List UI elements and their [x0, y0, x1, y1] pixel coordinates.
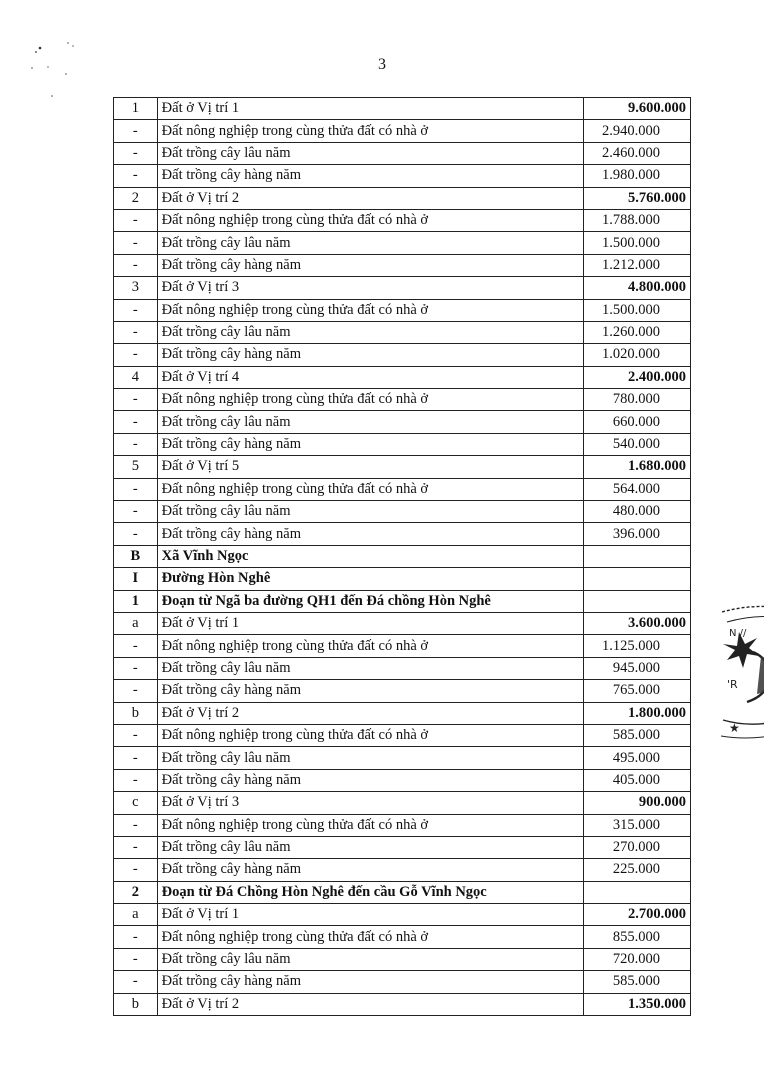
table-row — [114, 836, 691, 858]
table-row — [114, 590, 691, 612]
table-row — [114, 993, 691, 1015]
price-value: 2.460.000 — [584, 142, 691, 164]
price-value: 480.000 — [584, 501, 691, 523]
table-row — [114, 254, 691, 276]
row-number: a — [114, 904, 158, 926]
table-row — [114, 277, 691, 299]
row-number: - — [114, 836, 158, 858]
land-type: Đất ở Vị trí 1 — [157, 98, 584, 120]
row-number: B — [114, 545, 158, 567]
price-value: 900.000 — [584, 792, 691, 814]
price-value: 720.000 — [584, 948, 691, 970]
table-row — [114, 657, 691, 679]
land-type: Đất nông nghiệp trong cùng thửa đất có nhà ở — [157, 478, 584, 500]
price-value: 780.000 — [584, 389, 691, 411]
land-type: Đất ở Vị trí 2 — [157, 702, 584, 724]
price-value: 1.800.000 — [584, 702, 691, 724]
row-number: - — [114, 635, 158, 657]
land-type: Đất trồng cây hàng năm — [157, 680, 584, 702]
price-value: 1.350.000 — [584, 993, 691, 1015]
row-number: - — [114, 501, 158, 523]
price-value: 1.260.000 — [584, 321, 691, 343]
land-type: Đất nông nghiệp trong cùng thửa đất có nhà ở — [157, 299, 584, 321]
row-number: - — [114, 769, 158, 791]
price-value: 1.020.000 — [584, 344, 691, 366]
price-value: 2.940.000 — [584, 120, 691, 142]
table-row — [114, 904, 691, 926]
row-number: - — [114, 859, 158, 881]
land-type: Đất trồng cây lâu năm — [157, 321, 584, 343]
row-number: 3 — [114, 277, 158, 299]
land-type: Đất nông nghiệp trong cùng thửa đất có nhà ở — [157, 814, 584, 836]
price-value: 1.500.000 — [584, 299, 691, 321]
row-number: - — [114, 299, 158, 321]
land-type: Đất ở Vị trí 3 — [157, 277, 584, 299]
table-row — [114, 926, 691, 948]
land-price-table — [113, 97, 691, 1016]
row-number: - — [114, 680, 158, 702]
price-value: 396.000 — [584, 523, 691, 545]
price-value — [584, 545, 691, 567]
table-row — [114, 545, 691, 567]
price-value: 405.000 — [584, 769, 691, 791]
row-number: - — [114, 344, 158, 366]
price-value: 4.800.000 — [584, 277, 691, 299]
row-number: 1 — [114, 590, 158, 612]
table-row — [114, 187, 691, 209]
land-type: Đất nông nghiệp trong cùng thửa đất có nhà ở — [157, 635, 584, 657]
row-number: - — [114, 411, 158, 433]
row-number: - — [114, 523, 158, 545]
land-type: Đất trồng cây hàng năm — [157, 769, 584, 791]
official-seal-fragment — [717, 604, 764, 744]
land-type: Đất trồng cây lâu năm — [157, 501, 584, 523]
row-number: - — [114, 724, 158, 746]
price-value: 225.000 — [584, 859, 691, 881]
row-number: - — [114, 948, 158, 970]
table-row — [114, 98, 691, 120]
price-value: 5.760.000 — [584, 187, 691, 209]
land-type: Đường Hòn Nghê — [157, 568, 584, 590]
table-row — [114, 366, 691, 388]
table-row — [114, 948, 691, 970]
land-type: Đất ở Vị trí 4 — [157, 366, 584, 388]
price-value: 1.500.000 — [584, 232, 691, 254]
table-row — [114, 881, 691, 903]
row-number: - — [114, 657, 158, 679]
land-type: Đất ở Vị trí 3 — [157, 792, 584, 814]
row-number: - — [114, 389, 158, 411]
row-number: 2 — [114, 881, 158, 903]
row-number: a — [114, 612, 158, 634]
table-row — [114, 232, 691, 254]
row-number: I — [114, 568, 158, 590]
land-type: Đất trồng cây hàng năm — [157, 254, 584, 276]
price-value: 495.000 — [584, 747, 691, 769]
table-row — [114, 321, 691, 343]
price-value: 585.000 — [584, 724, 691, 746]
row-number: - — [114, 433, 158, 455]
land-type: Đất trồng cây hàng năm — [157, 433, 584, 455]
price-value: 945.000 — [584, 657, 691, 679]
price-value: 1.680.000 — [584, 456, 691, 478]
row-number: - — [114, 478, 158, 500]
table-row — [114, 792, 691, 814]
table-row — [114, 501, 691, 523]
table-row — [114, 411, 691, 433]
row-number: - — [114, 142, 158, 164]
row-number: 4 — [114, 366, 158, 388]
land-type: Đất nông nghiệp trong cùng thửa đất có nhà ở — [157, 724, 584, 746]
table-row — [114, 747, 691, 769]
row-number: - — [114, 209, 158, 231]
svg-text:★: ★ — [729, 721, 740, 735]
table-row — [114, 344, 691, 366]
table-row — [114, 142, 691, 164]
price-value: 1.788.000 — [584, 209, 691, 231]
price-value: 540.000 — [584, 433, 691, 455]
land-type: Đất trồng cây hàng năm — [157, 859, 584, 881]
table-row — [114, 680, 691, 702]
price-value: 3.600.000 — [584, 612, 691, 634]
table-row — [114, 769, 691, 791]
svg-text:N //: N // — [729, 628, 747, 639]
price-value: 2.400.000 — [584, 366, 691, 388]
price-value: 2.700.000 — [584, 904, 691, 926]
land-type: Đất trồng cây hàng năm — [157, 523, 584, 545]
land-type: Đất trồng cây lâu năm — [157, 948, 584, 970]
row-number: 5 — [114, 456, 158, 478]
price-value: 855.000 — [584, 926, 691, 948]
price-value: 1.980.000 — [584, 165, 691, 187]
land-type: Đất ở Vị trí 1 — [157, 904, 584, 926]
land-type: Đất trồng cây lâu năm — [157, 657, 584, 679]
row-number: 1 — [114, 98, 158, 120]
table-row — [114, 971, 691, 993]
land-type: Đoạn từ Ngã ba đường QH1 đến Đá chồng Hòn Nghê — [157, 590, 584, 612]
table-row — [114, 724, 691, 746]
row-number: b — [114, 993, 158, 1015]
table-row — [114, 635, 691, 657]
land-type: Đất nông nghiệp trong cùng thửa đất có nhà ở — [157, 209, 584, 231]
price-value: 315.000 — [584, 814, 691, 836]
row-number: c — [114, 792, 158, 814]
table-row — [114, 523, 691, 545]
land-type: Đất trồng cây lâu năm — [157, 411, 584, 433]
table-row — [114, 433, 691, 455]
land-type: Đất trồng cây hàng năm — [157, 165, 584, 187]
land-type: Đất trồng cây lâu năm — [157, 747, 584, 769]
land-type: Đất ở Vị trí 2 — [157, 187, 584, 209]
row-number: - — [114, 165, 158, 187]
land-type: Đất nông nghiệp trong cùng thửa đất có nhà ở — [157, 120, 584, 142]
table-row — [114, 612, 691, 634]
row-number: - — [114, 926, 158, 948]
table-row — [114, 702, 691, 724]
table-row — [114, 209, 691, 231]
land-type: Đất trồng cây lâu năm — [157, 142, 584, 164]
land-type: Đoạn từ Đá Chồng Hòn Nghê đến cầu Gỗ Vĩnh Ngọc — [157, 881, 584, 903]
row-number: - — [114, 120, 158, 142]
price-value: 270.000 — [584, 836, 691, 858]
price-value: 1.212.000 — [584, 254, 691, 276]
row-number: - — [114, 232, 158, 254]
land-type: Đất ở Vị trí 1 — [157, 612, 584, 634]
price-value: 9.600.000 — [584, 98, 691, 120]
price-value — [584, 881, 691, 903]
page-number: 3 — [378, 56, 386, 73]
price-value — [584, 590, 691, 612]
scan-specks — [28, 34, 88, 104]
land-type: Xã Vĩnh Ngọc — [157, 545, 584, 567]
land-type: Đất trồng cây hàng năm — [157, 344, 584, 366]
price-value: 564.000 — [584, 478, 691, 500]
row-number: - — [114, 321, 158, 343]
table-row — [114, 456, 691, 478]
land-type: Đất trồng cây hàng năm — [157, 971, 584, 993]
row-number: b — [114, 702, 158, 724]
row-number: - — [114, 814, 158, 836]
price-value: 765.000 — [584, 680, 691, 702]
table-row — [114, 120, 691, 142]
table-row — [114, 165, 691, 187]
table-row — [114, 568, 691, 590]
land-type: Đất trồng cây lâu năm — [157, 836, 584, 858]
land-type: Đất ở Vị trí 2 — [157, 993, 584, 1015]
row-number: - — [114, 254, 158, 276]
row-number: - — [114, 971, 158, 993]
table-row — [114, 389, 691, 411]
price-value: 660.000 — [584, 411, 691, 433]
table-row — [114, 814, 691, 836]
table-row — [114, 859, 691, 881]
row-number: - — [114, 747, 158, 769]
price-value — [584, 568, 691, 590]
price-value: 585.000 — [584, 971, 691, 993]
svg-text:'R: 'R — [727, 678, 738, 691]
land-type: Đất ở Vị trí 5 — [157, 456, 584, 478]
land-type: Đất nông nghiệp trong cùng thửa đất có nhà ở — [157, 389, 584, 411]
row-number: 2 — [114, 187, 158, 209]
table-row — [114, 478, 691, 500]
land-type: Đất trồng cây lâu năm — [157, 232, 584, 254]
price-value: 1.125.000 — [584, 635, 691, 657]
table-row — [114, 299, 691, 321]
land-type: Đất nông nghiệp trong cùng thửa đất có nhà ở — [157, 926, 584, 948]
